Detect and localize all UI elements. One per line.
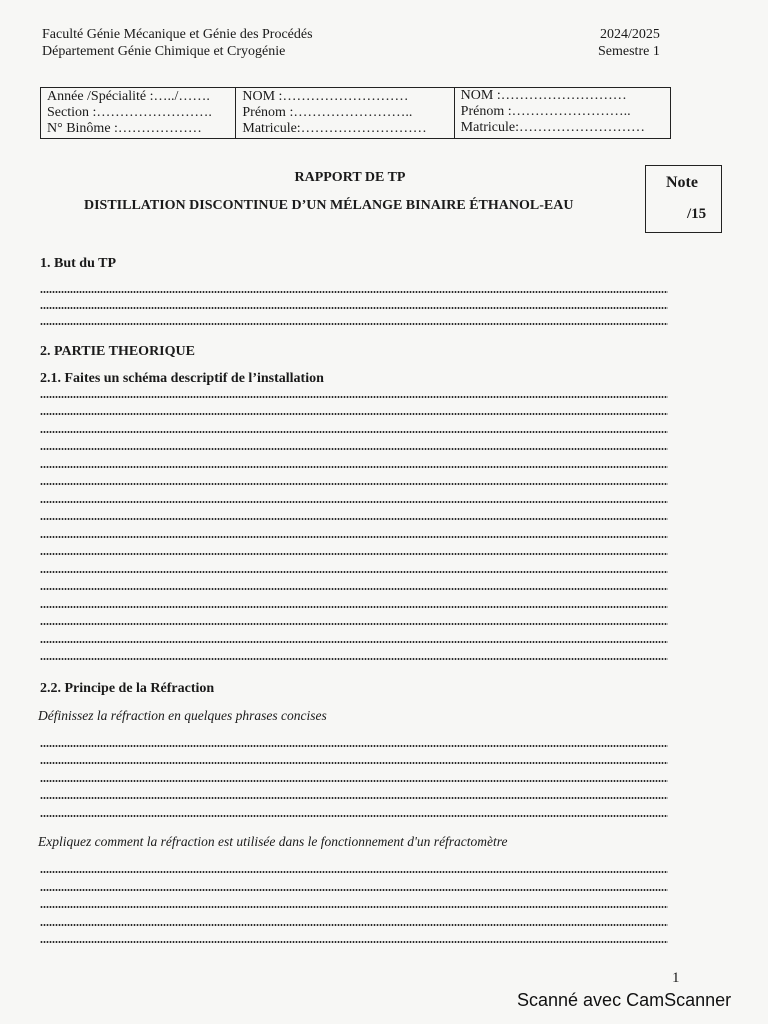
dotted-line xyxy=(40,745,668,747)
academic-period xyxy=(598,26,660,60)
dotted-line xyxy=(40,941,668,943)
dotted-line xyxy=(40,588,668,590)
dotted-line xyxy=(40,871,668,873)
student-1-matricule-field: Matricule:……………………… xyxy=(242,121,427,136)
section-2-heading: 2. PARTIE THEORIQUE xyxy=(40,344,195,359)
section-field: Section :……………………. xyxy=(47,105,212,120)
dotted-line xyxy=(40,606,668,608)
student-info-table xyxy=(40,87,671,139)
section-1-heading: 1. But du TP xyxy=(40,256,116,271)
dotted-line xyxy=(40,396,668,398)
dotted-line xyxy=(40,906,668,908)
section-2-2-heading: 2.2. Principe de la Réfraction xyxy=(40,681,215,696)
question-refraction-definition: Définissez la réfraction en quelques phrases concises xyxy=(38,708,327,723)
dotted-line xyxy=(40,924,668,926)
dotted-line xyxy=(40,658,668,660)
page-number: 1 xyxy=(672,970,680,986)
department-name: Département Génie Chimique et Cryogénie xyxy=(42,44,286,59)
dotted-line xyxy=(40,797,668,799)
student-2-name-field: NOM :……………………… xyxy=(460,88,627,103)
specialty-field: Année /Spécialité :…../……. xyxy=(47,89,210,104)
dotted-line xyxy=(40,571,668,573)
dotted-line xyxy=(40,815,668,817)
student-2-matricule-field: Matricule:……………………… xyxy=(460,120,645,135)
dotted-line xyxy=(40,448,668,450)
dotted-line xyxy=(40,762,668,764)
dotted-line xyxy=(40,431,668,433)
dotted-line xyxy=(40,553,668,555)
dotted-line xyxy=(40,518,668,520)
dotted-line xyxy=(40,536,668,538)
scanner-watermark: Scanné avec CamScanner xyxy=(517,990,732,1010)
report-subtitle: DISTILLATION DISCONTINUE D’UN MÉLANGE BINAIRE ÉTHANOL-EAU xyxy=(84,198,574,213)
student-1-name-field: NOM :……………………… xyxy=(242,89,409,104)
institution-header xyxy=(42,26,313,60)
dotted-line xyxy=(40,641,668,643)
dotted-line xyxy=(40,623,668,625)
grade-max: /15 xyxy=(687,206,707,222)
dotted-line xyxy=(40,501,668,503)
dotted-line xyxy=(40,780,668,782)
dotted-line xyxy=(40,889,668,891)
faculty-name: Faculté Génie Mécanique et Génie des Procédés xyxy=(42,27,313,42)
grade-box xyxy=(645,165,722,233)
grade-label: Note xyxy=(666,174,698,191)
dotted-line xyxy=(40,483,668,485)
dotted-line xyxy=(40,323,668,325)
report-title: RAPPORT DE TP xyxy=(294,170,406,185)
section-2-1-heading: 2.1. Faites un schéma descriptif de l’installation xyxy=(40,371,324,386)
academic-year: 2024/2025 xyxy=(599,27,660,42)
semester-label: Semestre 1 xyxy=(598,44,660,59)
student-2-cell xyxy=(454,88,670,139)
group-info-cell xyxy=(41,88,236,139)
student-1-cell xyxy=(236,88,454,139)
student-1-firstname-field: Prénom :…………………….. xyxy=(242,105,413,120)
binome-field: N° Binôme :……………… xyxy=(47,121,202,136)
dotted-line xyxy=(40,466,668,468)
dotted-line xyxy=(40,291,668,293)
question-refractometer: Expliquez comment la réfraction est utilisée dans le fonctionnement d'un réfractomètre xyxy=(38,834,508,849)
dotted-line xyxy=(40,413,668,415)
student-2-firstname-field: Prénom :…………………….. xyxy=(460,104,631,119)
dotted-line xyxy=(40,307,668,309)
